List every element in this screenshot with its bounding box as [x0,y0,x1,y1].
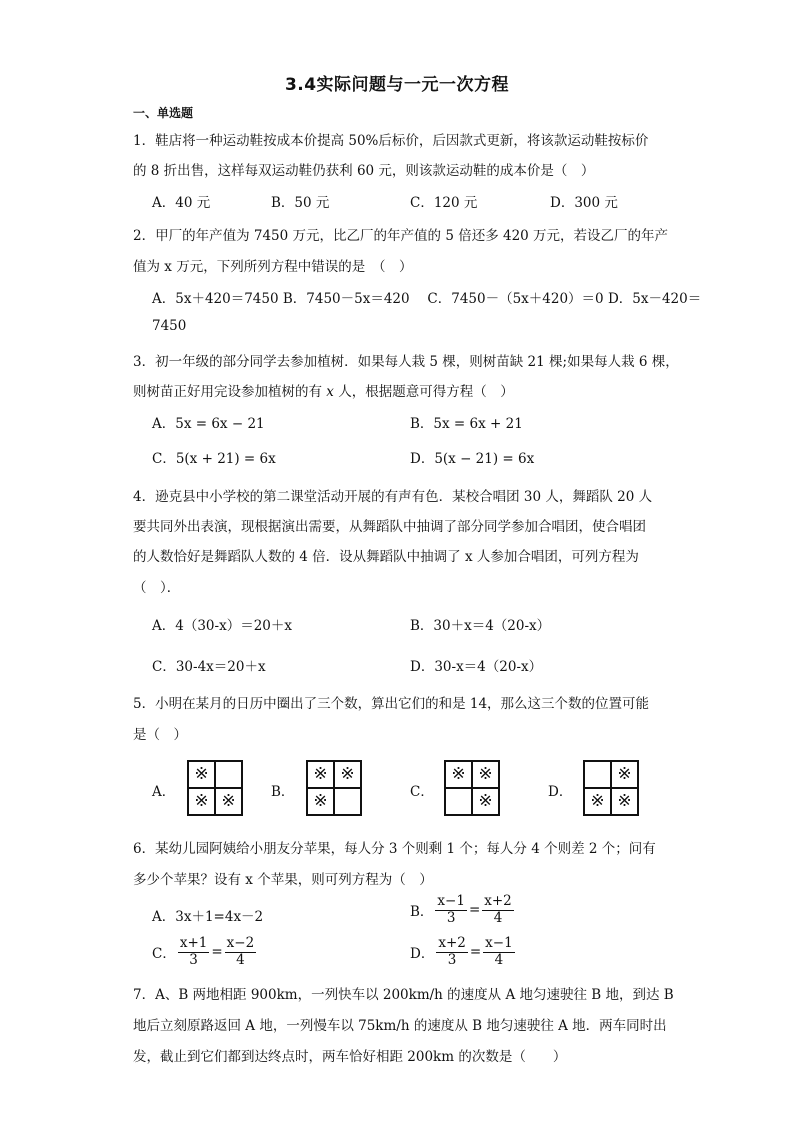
q7-stem-line1: 7．A、B 两地相距 900km，一列快车以 200km/h 的速度从 A 地匀速驶往 B 地，到达 B [133,987,674,1003]
q1-stem-line1: 1．鞋店将一种运动鞋按成本价提高 50%后标价，后因款式更新，将该款运动鞋按标价 [133,133,649,149]
calendar-cell: ※ [188,761,215,788]
q5-option-b-label[interactable]: B． [271,784,295,800]
q7-stem-line3: 发，截止到它们都到达终点时，两车恰好相距 200km 的次数是（ ） [133,1049,567,1065]
q5-option-c-calendar-grid[interactable] [444,760,500,816]
calendar-cell: ※ [584,788,611,815]
calendar-cell-empty [215,761,242,788]
q3-variable: x [326,384,334,400]
q4-option-a[interactable]: A．4（30-x）＝20＋x [152,618,292,634]
fraction: $\frac{x+2}{3}$ [438,935,466,968]
q5-option-a-calendar-grid[interactable] [187,760,243,816]
fraction: $\frac{x-1}{3}$ [437,893,465,926]
calendar-cell: ※ [445,761,472,788]
q6-stem-line1: 6．某幼儿园阿姨给小朋友分苹果，每人分 3 个则剩 1 个；每人分 4 个则差 2 个；问有 [133,841,656,857]
page-title: 3.4实际问题与一元一次方程 [284,75,510,95]
calendar-cell-empty [334,788,361,815]
calendar-cell: ※ [334,761,361,788]
q4-stem-line4: （ ）． [133,580,181,596]
q5-stem-line1: 5．小明在某月的日历中圈出了三个数，算出它们的和是 14，那么这三个数的位置可能 [133,696,650,712]
q3-option-a[interactable]: A．5x = 6x − 21 [152,416,265,432]
q4-option-d[interactable]: D．30-x＝4（20-x） [410,659,543,675]
q6-option-c[interactable]: C． $\frac{x+1}{3}$ = $\frac{x-2}{4}$ [152,935,255,968]
q3-option-b[interactable]: B．5x = 6x + 21 [410,416,523,432]
q6-option-d[interactable]: D． $\frac{x+2}{3}$ = $\frac{x-1}{4}$ [410,935,513,968]
q2-options-cont: 7450 [152,318,187,334]
q3-option-d[interactable]: D．5(x − 21) = 6x [410,451,535,467]
q1-option-c[interactable]: C．120 元 [410,195,478,211]
q5-option-a-label[interactable]: A． [152,784,176,800]
calendar-cell: ※ [307,788,334,815]
calendar-cell-empty [445,788,472,815]
calendar-cell: ※ [472,761,499,788]
section-heading: 一、单选题 [133,106,194,120]
calendar-cell: ※ [188,788,215,815]
q6-option-b[interactable]: B． $\frac{x-1}{3}$ = $\frac{x+2}{4}$ [410,893,512,926]
fraction: $\frac{x-1}{4}$ [485,935,513,968]
q3-stem-line1: 3．初一年级的部分同学去参加植树．如果每人栽 5 棵，则树苗缺 21 棵;如果每人栽 6 棵， [133,354,679,370]
q4-option-b[interactable]: B．30＋x＝4（20-x） [410,618,551,634]
calendar-cell: ※ [472,788,499,815]
q5-option-d-label[interactable]: D． [548,784,573,800]
calendar-cell: ※ [215,788,242,815]
q4-stem-line2: 要共同外出表演，现根据演出需要，从舞蹈队中抽调了部分同学参加合唱团，使合唱团 [133,519,646,535]
q4-stem-line1: 4．逊克县中小学校的第二课堂活动开展的有声有色．某校合唱团 30 人，舞蹈队 20 人 [133,489,653,505]
calendar-cell: ※ [611,761,638,788]
fraction: $\frac{x-2}{4}$ [226,935,255,968]
q5-option-d-calendar-grid[interactable] [583,760,639,816]
fraction: $\frac{x+1}{3}$ [179,935,208,968]
q7-stem-line2: 地后立刻原路返回 A 地，一列慢车以 75km/h 的速度从 B 地匀速驶往 A 地．两车同时出 [133,1018,667,1034]
q2-stem-line2: 值为 x 万元，下列所列方程中错误的是 （ ） [133,259,413,275]
q6-stem-line2: 多少个苹果？设有 x 个苹果，则可列方程为（ ） [133,872,433,888]
q1-stem-line2: 的 8 折出售，这样每双运动鞋仍获利 60 元，则该款运动鞋的成本价是（ ） [133,163,595,179]
q1-option-d[interactable]: D．300 元 [550,195,618,211]
calendar-cell-empty [584,761,611,788]
q5-stem-line2: 是（ ） [133,727,187,743]
q1-option-a[interactable]: A．40 元 [152,195,211,211]
q3-option-c[interactable]: C．5(x + 21) = 6x [152,451,276,467]
calendar-cell: ※ [611,788,638,815]
q4-option-c[interactable]: C．30-4x＝20＋x [152,659,266,675]
fraction: $\frac{x+2}{4}$ [484,893,512,926]
q6-option-a[interactable]: A．3x＋1=4x－2 [152,909,264,925]
q5-option-c-label[interactable]: C． [410,784,434,800]
q2-options[interactable]: A．5x＋420＝7450 B．7450－5x＝420 C．7450－（5x＋420）＝0 D．5x－420＝ [152,291,702,307]
q5-option-b-calendar-grid[interactable] [306,760,362,816]
calendar-cell: ※ [307,761,334,788]
q3-stem-line2: 则树苗正好用完设参加植树的有 x 人，根据题意可得方程（ ） [133,384,514,400]
q1-option-b[interactable]: B．50 元 [271,195,330,211]
q2-stem-line1: 2．甲厂的年产值为 7450 万元，比乙厂的年产值的 5 倍还多 420 万元，若设乙厂的年产 [133,228,669,244]
q4-stem-line3: 的人数恰好是舞蹈队人数的 4 倍．设从舞蹈队中抽调了 x 人参加合唱团，可列方程为 [133,549,639,565]
